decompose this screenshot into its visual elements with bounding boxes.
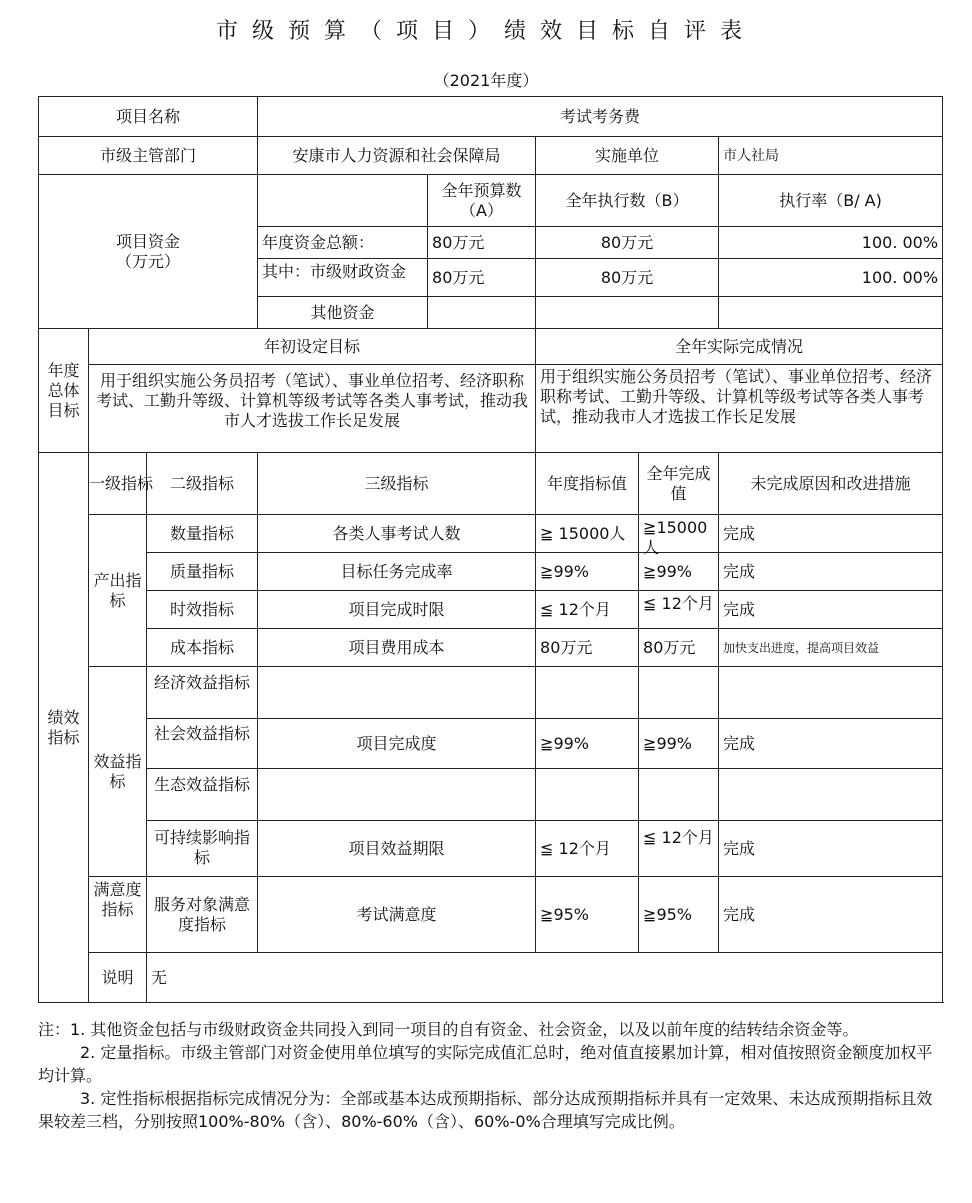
perf-row-reason: 完成 <box>719 821 943 877</box>
perf-row-l3: 项目完成度 <box>258 719 536 769</box>
perf-row-l2: 成本指标 <box>147 629 258 667</box>
perf-row-reason: 加快支出进度，提高项目效益 <box>719 629 943 667</box>
funds-row-label: 其他资金 <box>258 297 428 329</box>
page-title: 市级预算（项目）绩效目标自评表 <box>215 19 756 44</box>
perf-row-reason <box>719 667 943 719</box>
funds-label-cell <box>39 175 258 329</box>
perf-row-l2: 生态效益指标 <box>147 769 258 821</box>
funds-col-rate: 执行率（B/ A) <box>719 175 943 227</box>
perf-row-actual: ≧99% <box>639 553 719 591</box>
group-effect: 效益指标 <box>89 667 147 877</box>
perf-row-target: ≧95% <box>536 877 639 953</box>
funds-row-rate <box>719 297 943 329</box>
perf-row-l3 <box>258 667 536 719</box>
perf-row-l2: 数量指标 <box>147 515 258 553</box>
project-name-label: 项目名称 <box>39 97 258 137</box>
perf-row-l3: 项目完成时限 <box>258 591 536 629</box>
goals-set-header: 年初设定目标 <box>89 329 536 365</box>
perf-row-l3: 项目费用成本 <box>258 629 536 667</box>
unit-label: 实施单位 <box>536 137 719 175</box>
perf-row-reason: 完成 <box>719 553 943 591</box>
note-item: 注：1. 其他资金包括与市级财政资金共同投入到同一项目的自有资金、社会资金，以及以前年度的结转结余资金等。 <box>38 1020 859 1039</box>
perf-row-l3 <box>258 769 536 821</box>
perf-row-l3: 考试满意度 <box>258 877 536 953</box>
funds-row-label: 其中：市级财政资金 <box>258 259 428 297</box>
funds-unit: （万元） <box>116 251 181 271</box>
funds-row-budget <box>428 297 536 329</box>
perf-row-l2: 质量指标 <box>147 553 258 591</box>
funds-row-rate: 100. 00% <box>719 227 943 259</box>
goals-set-text: 用于组织实施公务员招考（笔试）、事业单位招考、经济职称考试、工勤升等级、计算机等级考试等各类人事考试，推动我市人才选拔工作长足发展 <box>89 365 536 453</box>
perf-row-reason: 完成 <box>719 719 943 769</box>
perf-row-l3: 目标任务完成率 <box>258 553 536 591</box>
perf-row-target: ≦ 12个月 <box>536 591 639 629</box>
perf-row-l2: 服务对象满意度指标 <box>147 877 258 953</box>
group-output: 产出指标 <box>89 515 147 667</box>
perf-row-target <box>536 667 639 719</box>
perf-row-l3: 项目效益期限 <box>258 821 536 877</box>
perf-row-actual: ≧95% <box>639 877 719 953</box>
goals-actual-text: 用于组织实施公务员招考（笔试）、事业单位招考、经济职称考试、工勤升等级、计算机等级考试等各类人事考试，推动我市人才选拔工作长足发展 <box>536 365 943 453</box>
goals-side-label: 年度总体目标 <box>39 329 89 453</box>
perf-header-l1: 一级指标 <box>89 453 147 515</box>
funds-row-budget: 80万元 <box>428 227 536 259</box>
perf-row-actual: ≧99% <box>639 719 719 769</box>
note-item: 3. 定性指标根据指标完成情况分为：全部或基本达成预期指标、部分达成预期指标并具有一定效果、未达成预期指标且效果较差三档，分别按照100%-80%（含）、80%-60%（含）、60%-0%合理填写完成比例。 <box>38 1089 933 1131</box>
perf-header-reason: 未完成原因和改进措施 <box>719 453 943 515</box>
perf-row-actual: ≧15000人 <box>639 515 719 553</box>
perf-header-l3: 三级指标 <box>258 453 536 515</box>
perf-row-l2: 时效指标 <box>147 591 258 629</box>
funds-row-rate: 100. 00% <box>719 259 943 297</box>
perf-row-l2: 社会效益指标 <box>147 719 258 769</box>
perf-row-target: ≧99% <box>536 719 639 769</box>
perf-row-l2: 可持续影响指标 <box>147 821 258 877</box>
remark-value: 无 <box>147 953 943 1003</box>
perf-row-target <box>536 769 639 821</box>
group-satisfaction: 满意度指标 <box>89 877 147 953</box>
funds-header-blank <box>258 175 428 227</box>
perf-row-actual: ≦ 12个月 <box>639 591 719 629</box>
perf-row-actual <box>639 769 719 821</box>
funds-col-budget: 全年预算数（A） <box>428 175 536 227</box>
funds-label: 项目资金 <box>116 231 181 251</box>
remark-label: 说明 <box>89 953 147 1003</box>
perf-side-label: 绩效指标 <box>39 453 89 1003</box>
perf-row-reason <box>719 769 943 821</box>
funds-row-exec: 80万元 <box>536 259 719 297</box>
perf-row-target: ≧99% <box>536 553 639 591</box>
year-subtitle: （2021年度） <box>433 71 539 90</box>
perf-row-l3: 各类人事考试人数 <box>258 515 536 553</box>
dept-label: 市级主管部门 <box>39 137 258 175</box>
perf-header-actual: 全年完成值 <box>639 453 719 515</box>
note-item: 2. 定量指标。市级主管部门对资金使用单位填写的实际完成值汇总时，绝对值直接累加计算，相对值按照资金额度加权平均计算。 <box>38 1043 933 1085</box>
funds-row-label: 年度资金总额： <box>258 227 428 259</box>
perf-row-reason: 完成 <box>719 515 943 553</box>
notes-section <box>38 1018 942 1133</box>
perf-row-l2: 经济效益指标 <box>147 667 258 719</box>
perf-row-target: 80万元 <box>536 629 639 667</box>
perf-header-target: 年度指标值 <box>536 453 639 515</box>
evaluation-table <box>38 96 943 1003</box>
perf-header-l2: 二级指标 <box>147 453 258 515</box>
funds-row-exec: 80万元 <box>536 227 719 259</box>
goals-actual-header: 全年实际完成情况 <box>536 329 943 365</box>
project-name-value: 考试考务费 <box>258 97 943 137</box>
perf-row-actual: 80万元 <box>639 629 719 667</box>
perf-row-actual <box>639 667 719 719</box>
funds-col-exec: 全年执行数（B） <box>536 175 719 227</box>
unit-value: 市人社局 <box>719 137 943 175</box>
perf-row-reason: 完成 <box>719 591 943 629</box>
funds-row-budget: 80万元 <box>428 259 536 297</box>
perf-row-reason: 完成 <box>719 877 943 953</box>
dept-value: 安康市人力资源和社会保障局 <box>258 137 536 175</box>
funds-row-exec <box>536 297 719 329</box>
perf-row-target: ≦ 12个月 <box>536 821 639 877</box>
perf-row-actual: ≦ 12个月 <box>639 821 719 877</box>
perf-row-target: ≧ 15000人 <box>536 515 639 553</box>
